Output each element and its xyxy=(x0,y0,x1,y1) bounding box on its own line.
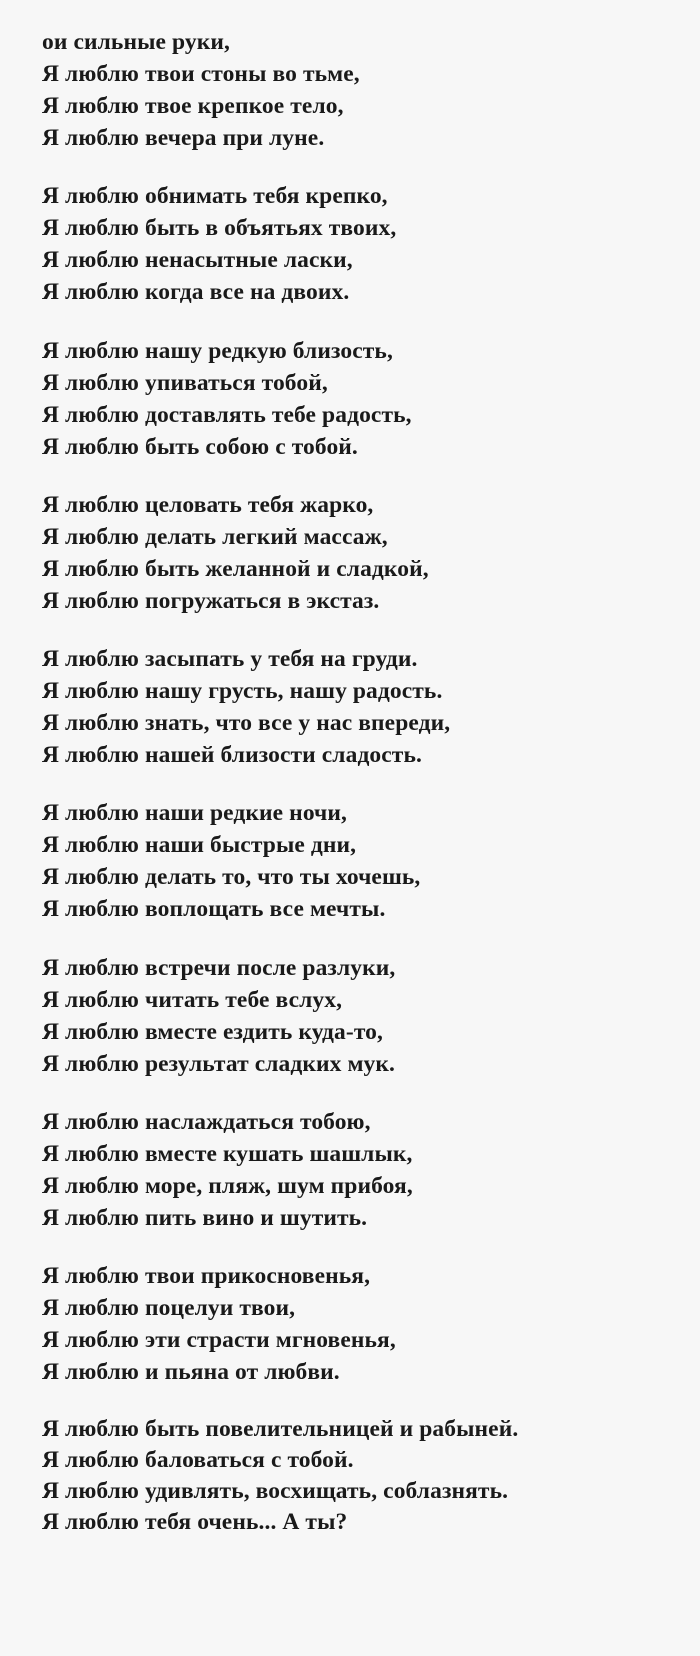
poem-stanza xyxy=(42,797,670,925)
poem-line: Я люблю наслаждаться тобою, xyxy=(42,1108,371,1135)
poem-line: Я люблю твое крепкое тело, xyxy=(42,93,344,120)
poem-line: Я люблю и пьяна от любви. xyxy=(42,1359,340,1386)
poem-stanza xyxy=(42,1106,670,1234)
poem-line: Я люблю результат сладких мук. xyxy=(42,1050,396,1077)
poem-line: Я люблю делать то, что ты хочешь, xyxy=(42,864,421,891)
poem-line: Я люблю удивлять, восхищать, соблазнять. xyxy=(42,1478,509,1505)
poem-line: Я люблю ненасытные ласки, xyxy=(42,247,353,274)
poem-line: Я люблю тебя очень... А ты? xyxy=(42,1509,348,1536)
poem-body xyxy=(42,26,670,1538)
poem-line: Я люблю баловаться с тобой. xyxy=(42,1447,354,1474)
poem-line: Я люблю погружаться в экстаз. xyxy=(42,587,380,614)
poem-stanza xyxy=(42,643,670,771)
poem-line: Я люблю наши быстрые дни, xyxy=(42,832,357,859)
poem-stanza xyxy=(42,1414,670,1538)
poem-line: Я люблю быть в объятьях твоих, xyxy=(42,215,397,242)
poem-line: Я люблю доставлять тебе радость, xyxy=(42,401,412,428)
poem-line: Я люблю засыпать у тебя на груди. xyxy=(42,646,418,672)
poem-line: Я люблю нашей близости сладость. xyxy=(42,742,422,769)
poem-stanza xyxy=(42,180,670,308)
poem-stanza xyxy=(42,335,670,463)
poem-line: Я люблю быть собою с тобой. xyxy=(42,433,358,460)
poem-stanza xyxy=(42,489,670,617)
poem-line: Я люблю поцелуи твои, xyxy=(42,1295,296,1322)
poem-stanza xyxy=(42,26,670,154)
poem-line: Я люблю эти страсти мгновенья, xyxy=(42,1327,396,1354)
poem-line: Я люблю нашу редкую близость, xyxy=(42,337,393,364)
poem-line: Я люблю вместе кушать шашлык, xyxy=(42,1140,413,1167)
poem-line: ои сильные руки, xyxy=(42,29,231,55)
poem-line: Я люблю вечера при луне. xyxy=(42,125,325,152)
poem-line: Я люблю пить вино и шутить. xyxy=(42,1204,368,1231)
poem-line: Я люблю целовать тебя жарко, xyxy=(42,491,374,518)
poem-stanza xyxy=(42,1260,670,1388)
poem-line: Я люблю быть желанной и сладкой, xyxy=(42,555,429,582)
poem-line: Я люблю делать легкий массаж, xyxy=(42,523,388,550)
poem-stanza xyxy=(42,952,670,1080)
poem-line: Я люблю быть повелительницей и рабыней. xyxy=(42,1416,519,1443)
poem-line: Я люблю знать, что все у нас впереди, xyxy=(42,710,451,737)
poem-line: Я люблю твои стоны во тьме, xyxy=(42,61,360,88)
poem-line: Я люблю когда все на двоих. xyxy=(42,279,350,306)
poem-line: Я люблю обнимать тебя крепко, xyxy=(42,183,388,210)
poem-line: Я люблю встречи после разлуки, xyxy=(42,954,396,981)
poem-line: Я люблю наши редкие ночи, xyxy=(42,800,348,827)
poem-line: Я люблю читать тебе вслух, xyxy=(42,986,343,1013)
poem-line: Я люблю море, пляж, шум прибоя, xyxy=(42,1172,413,1199)
poem-line: Я люблю вместе ездить куда-то, xyxy=(42,1018,383,1045)
poem-line: Я люблю твои прикосновенья, xyxy=(42,1263,371,1289)
poem-line: Я люблю упиваться тобой, xyxy=(42,369,328,396)
poem-line: Я люблю воплощать все мечты. xyxy=(42,896,386,923)
poem-line: Я люблю нашу грусть, нашу радость. xyxy=(42,678,443,705)
